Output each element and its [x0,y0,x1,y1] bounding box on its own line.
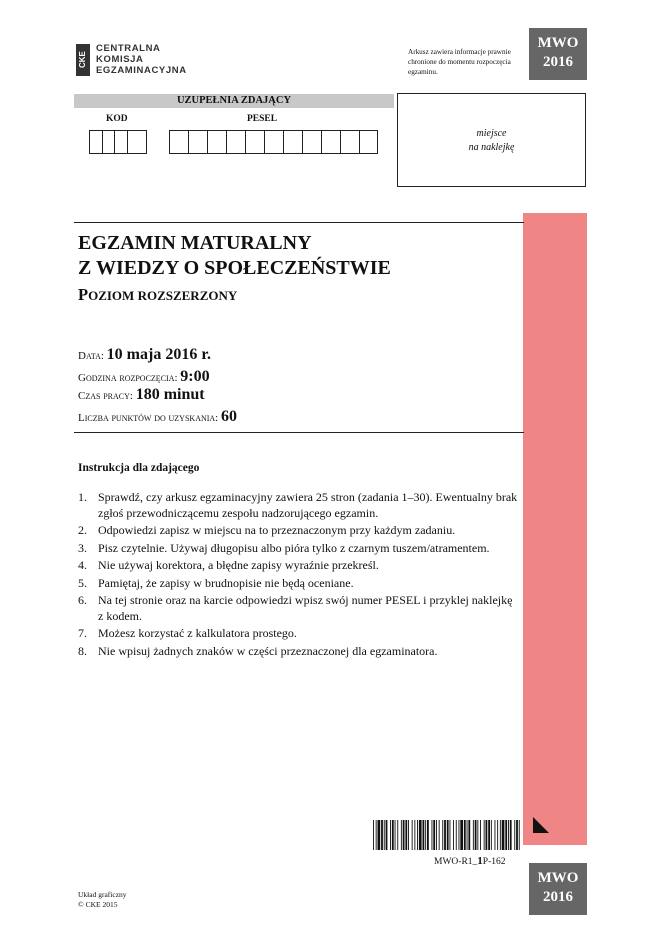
logo-line-1: CENTRALNA [96,43,161,54]
logo-line-2: KOMISJA [96,54,144,65]
list-item [78,541,518,557]
points-label: Liczba punktów do uzyskania: [78,412,219,424]
cke-logo-text [96,43,187,76]
barcode-text-pre: MWO-R1_ [434,857,478,867]
list-item [78,626,518,642]
duration-row [78,386,205,404]
logo-line-3: EGZAMINACYJNA [96,65,187,76]
pesel-cell[interactable] [169,130,188,154]
pesel-cell[interactable] [321,130,340,154]
exam-level [78,285,237,305]
item-text: Nie używaj korektora, a błędne zapisy wyraźnie przekreśl. [98,558,379,572]
barcode-text-post: P-162 [482,857,506,867]
date-label: Data: [78,350,104,362]
barcode-text [434,855,505,867]
barcode-text-bold: 1 [477,855,483,867]
date-row [78,346,211,364]
exam-title [78,231,391,281]
sticker-line1: miejsce [476,128,507,139]
kod-cell[interactable] [89,130,102,154]
cke-logo-mark: CKE [76,44,90,76]
item-number: 8. [78,643,87,658]
instructions-list [78,490,518,661]
footer [78,890,127,910]
item-number: 2. [78,523,87,537]
exam-level-rest: OZIOM ROZSZERZONY [88,288,238,303]
exam-code-bottom-line1: MWO [537,870,579,886]
duration-value: 180 minut [135,386,205,403]
item-number: 5. [78,575,87,590]
kod-cells[interactable] [89,130,147,154]
exam-level-initial: P [78,285,89,304]
points-value: 60 [221,408,237,425]
item-text: Pamiętaj, że zapisy w brudnopisie nie będą oceniane. [98,575,354,590]
barcode-icon [373,820,520,850]
exam-title-line2: Z WIEDZY O SPOŁECZEŃSTWIE [78,257,391,279]
legal-notice: Arkusz zawiera informacje prawnie chronione do momentu rozpoczęcia egzaminu. [408,48,511,76]
start-label: Godzina rozpoczęcia: [78,372,178,384]
item-text: Nie wpisuj żadnych znaków w części przeznaczonej dla egzaminatora. [98,643,438,658]
kod-cell[interactable] [127,130,147,154]
item-number: 6. [78,593,87,607]
item-text: Możesz korzystać z kalkulatora prostego. [98,626,297,640]
sticker-line2: na naklejkę [468,142,515,153]
duration-label: Czas pracy: [78,390,133,402]
pesel-cell[interactable] [302,130,321,154]
item-text: Sprawdź, czy arkusz egzaminacyjny zawiera 25 stron (zadania 1–30). Ewentualny brak zgłoś przewodniczącemu zespołu nadzorującego egzamin. [98,490,518,520]
item-number: 4. [78,558,87,572]
side-band [523,213,587,845]
pesel-cell[interactable] [245,130,264,154]
pesel-cell[interactable] [226,130,245,154]
pesel-label: PESEL [247,114,278,124]
item-number: 1. [78,490,87,504]
divider-top [74,222,524,223]
list-item [78,490,518,521]
kod-cell[interactable] [114,130,127,154]
exam-code-top-line2: 2016 [543,54,573,70]
footer-line1: Układ graficzny [78,890,127,899]
pesel-cell[interactable] [188,130,207,154]
instructions-title: Instrukcja dla zdającego [78,462,200,474]
kod-label: KOD [106,114,128,124]
pesel-cell[interactable] [340,130,359,154]
pesel-cell[interactable] [359,130,378,154]
footer-line2: © CKE 2015 [78,900,118,909]
sticker-area [397,93,586,187]
item-number: 7. [78,626,87,640]
pesel-cell[interactable] [207,130,226,154]
list-item [78,593,518,624]
item-text: Pisz czytelnie. Używaj długopisu albo pióra tylko z czarnym tuszem/atramentem. [98,540,490,555]
list-item [78,558,518,574]
exam-code-top-line1: MWO [537,35,579,51]
exam-title-line1: EGZAMIN MATURALNY [78,232,312,254]
start-value: 9:00 [180,368,210,385]
exam-code-bottom-line2: 2016 [543,889,573,905]
pesel-cell[interactable] [264,130,283,154]
list-item [78,644,518,660]
points-row [78,408,237,426]
exam-code-top [529,28,587,80]
corner-triangle-icon [533,817,549,833]
fill-section-header: UZUPEŁNIA ZDAJĄCY [74,94,394,108]
item-text: Na tej stronie oraz na karcie odpowiedzi wpisz swój numer PESEL i przyklej naklejkę z kodem. [98,593,513,623]
list-item [78,523,518,539]
pesel-cell[interactable] [283,130,302,154]
list-item [78,576,518,592]
item-text: Odpowiedzi zapisz w miejscu na to przeznaczonym przy każdym zadaniu. [98,523,456,537]
kod-cell[interactable] [102,130,115,154]
item-number: 3. [78,540,87,555]
exam-code-bottom [529,863,587,915]
date-value: 10 maja 2016 r. [106,346,211,363]
start-row [78,368,210,386]
divider-middle [74,432,524,433]
pesel-cells[interactable] [169,130,378,154]
